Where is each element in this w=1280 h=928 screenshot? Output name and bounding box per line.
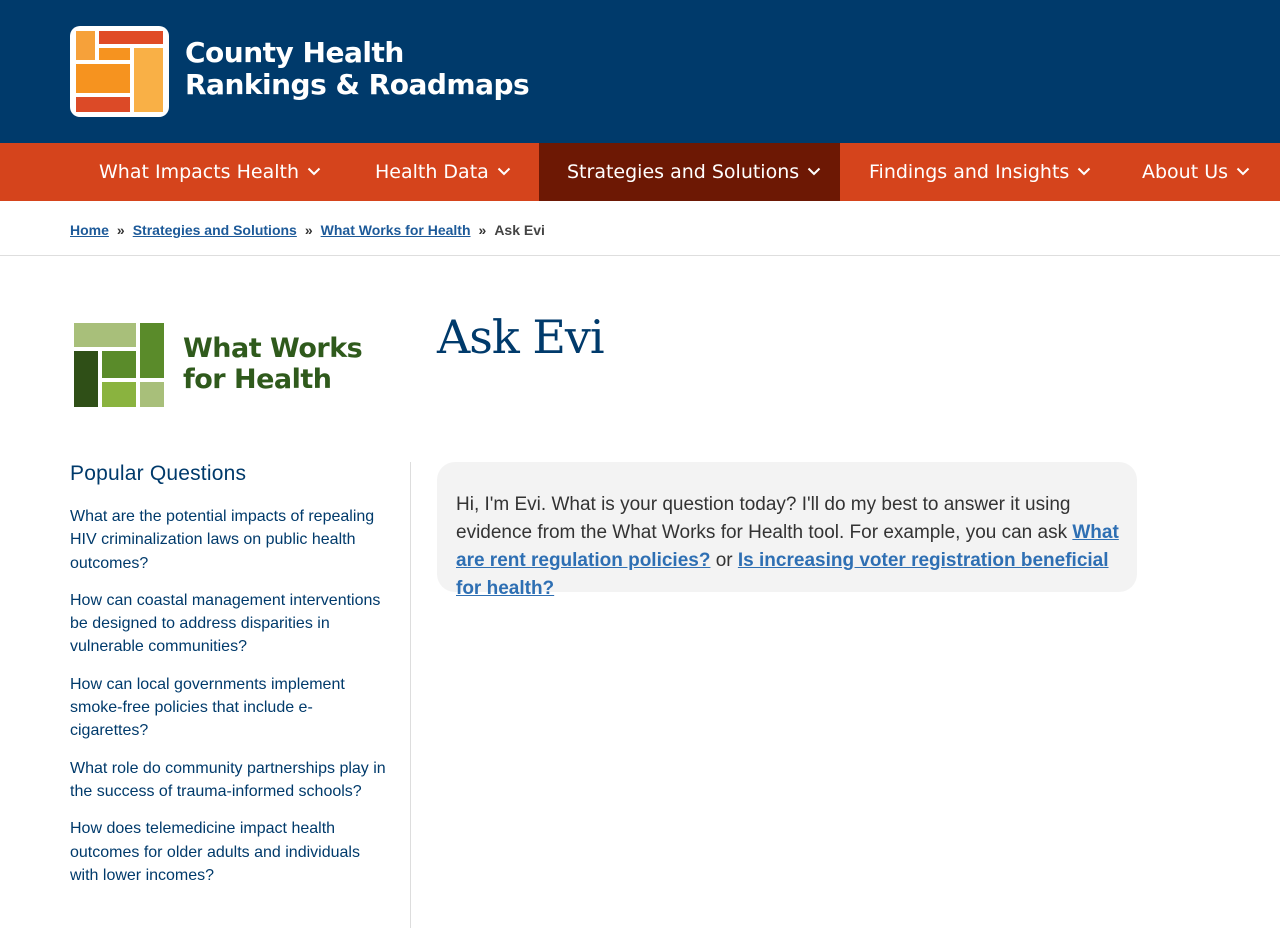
site-title-line2: Rankings & Roadmaps [185,68,530,101]
chevron-down-icon [497,167,511,176]
breadcrumb [0,201,1280,256]
chevron-down-icon [307,167,321,176]
breadcrumb-link-strategies[interactable]: Strategies and Solutions [132,222,297,238]
chat-connector-text: or [710,550,738,571]
breadcrumb-separator: » [116,222,125,238]
breadcrumb-separator: » [478,222,487,238]
nav-what-impacts-health[interactable] [71,143,349,201]
nav-findings-and-insights[interactable] [841,143,1119,201]
site-title-line1: County Health [185,36,404,69]
nav-label: Health Data [375,161,489,183]
nav-label: About Us [1142,161,1229,183]
popular-question-link[interactable]: What are the potential impacts of repealing HIV criminalization laws on public health outcomes? [70,508,375,572]
main-nav [0,143,1280,201]
evi-chat-message [437,462,1137,599]
site-header [0,0,1280,143]
column-divider [410,462,411,928]
wwfh-line2: for Health [183,364,332,395]
page-title: Ask Evi [437,310,604,364]
chevron-down-icon [1236,167,1250,176]
what-works-for-health-logo-icon[interactable] [74,323,164,407]
nav-label: Findings and Insights [869,161,1070,183]
wwfh-line1: What Works [183,333,363,364]
chat-intro-text: Hi, I'm Evi. What is your question today? I'll do my best to answer it using evidence from the What Works for Health tool. For example, you can ask [456,494,1073,543]
what-works-for-health-title[interactable] [183,333,362,395]
popular-questions-sidebar [70,462,388,901]
popular-question-link[interactable]: How can local governments implement smoke-free policies that include e-cigarettes? [70,675,345,740]
breadcrumb-separator: » [304,222,313,238]
popular-question-link[interactable]: How does telemedicine impact health outcomes for older adults and individuals with lower incomes? [70,820,360,884]
breadcrumb-link-what-works[interactable]: What Works for Health [320,222,471,238]
popular-questions-heading: Popular Questions [70,462,247,485]
nav-label: Strategies and Solutions [567,161,800,183]
site-title[interactable] [185,37,529,101]
nav-label: What Impacts Health [99,161,300,183]
example-question-link-voter-registration[interactable]: Is increasing voter registration beneficial for health? [456,550,1109,599]
nav-health-data[interactable] [347,143,539,201]
nav-about-us[interactable] [1114,143,1250,201]
popular-question-link[interactable]: How can coastal management interventions be designed to address disparities in vulnerable communities? [70,591,381,656]
chevron-down-icon [807,167,821,176]
county-health-logo-icon[interactable] [70,26,169,117]
breadcrumb-link-home[interactable]: Home [70,222,109,238]
chevron-down-icon [1077,167,1091,176]
popular-question-link[interactable]: What role do community partnerships play in the success of trauma-informed schools? [70,759,386,800]
breadcrumb-trail [70,222,545,238]
nav-strategies-and-solutions[interactable] [539,143,840,201]
example-question-link-rent-regulation[interactable]: What are rent regulation policies? [456,522,1119,571]
breadcrumb-current: Ask Evi [494,222,545,238]
